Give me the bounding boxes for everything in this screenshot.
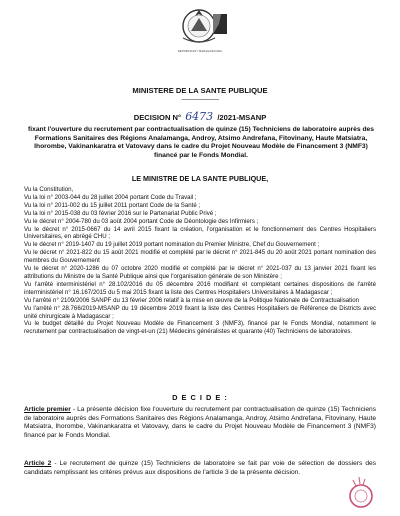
ministry-title: MINISTERE DE LA SANTE PUBLIQUE (132, 86, 268, 95)
decision-number: 6473 (185, 110, 214, 123)
separator: ------------------------- (181, 97, 219, 103)
article-1 (24, 406, 376, 441)
decision-suffix: /2021-MSANP (217, 113, 267, 122)
authority-heading: LE MINISTRE DE LA SANTE PUBLIQUE, (131, 174, 269, 183)
consideration-item: Vu l'arrêté n° 2109/2006 SANPF du 13 février 2006 relatif à la mise en œuvre de la Politique Nationale de Contractualisation (24, 296, 359, 304)
article-2-text: - Le recrutement de quinze (15) Techniciens de laboratoire se fait par voie de sélection de dossiers des candidats remplissant les critères prévus aux dispositions de l'article 3 de la présente décision. (24, 460, 376, 476)
article-1-text: - La présente décision fixe l'ouverture du recrutement par contractualisation de quinze (15) Techniciens de laboratoire auprès des Formations Sanitaires des Régions Analamanga, Androy, Atsimo Andrefana, Fitovinany, Haute Matsiatra, Ihorombe, Vakinankaratra et Vatovavy, dans le cadre du Projet Nouveau Modèle de Financement 3 (NMF3) financé par le Fonds Mondial. (24, 406, 376, 440)
consideration-item: Vu le budget détaillé du Projet Nouveau Modèle de Financement 3 (NMF3), financé par le Fonds Mondial, notamment le recrutement par contractualisation de vingt-et-un (21) Médecins généralistes et quarante (40) Techniciens de laboratoires. (24, 320, 376, 336)
consideration-item: Vu le décret n° 2015-0667 du 14 avril 2015 fixant la création, l'organisation et le fonctionnement des Centres Hospitaliers Universitaires, en abrégé CHU ; (24, 225, 376, 241)
consideration-item: Vu l'arrêté interministériel n° 28.102/2016 du 05 décembre 2016 modifiant et complétant certaines dispositions de l'arrêté interministériel n° 16.167/2015 du 5 mai 2015 fixant la liste des Centres Hospitaliers Universitaires à Madagascar ; (24, 280, 376, 296)
decision-prefix: DECISION N° (133, 113, 182, 122)
considerations-list (24, 186, 376, 336)
consideration-item: Vu le décret n° 2021-822 du 15 août 2021 modifié et complété par le décret n° 2021-845 du 20 août 2021 portant nomination des membres du Gouvernement (24, 249, 376, 265)
consideration-item: Vu le décret n° 2019-1407 du 19 juillet 2019 portant nomination du Premier Ministre, Chef du Gouvernement ; (24, 241, 320, 249)
coat-of-arms-icon (169, 4, 229, 48)
official-stamp-icon (344, 474, 374, 514)
consideration-item: Vu la Constitution, (24, 186, 74, 193)
decision-subject: fixant l'ouverture du recrutement par contractualisation de quinze (15) Techniciens de laboratoire auprès des Formations Sanitaires des Régions Analamanga, Androy, Atsimo Andrefana, Fitovinany, Haute Matsiatra, Ihorombe, Vakinankaratra et Vatovavy dans le cadre du Projet Nouveau Modèle de Financement 3 (NMF3) financé par le Fonds Mondial. (28, 126, 374, 159)
republic-line: REPOBLIKAN'I MADAGASIKARA (177, 50, 223, 53)
article-1-label: Article premier (24, 406, 71, 413)
consideration-item: Vu la loi n° 2015-038 du 03 février 2016 sur le Partenariat Public Privé ; (24, 209, 217, 217)
decide-heading: D E C I D E : (172, 393, 228, 402)
decision-title (0, 110, 400, 123)
consideration-item: Vu l'arrêté n° 28.766/2019-MSANP du 19 décembre 2019 fixant la liste des Centres Hospitaliers de Référence de Districts avec unité chirurgicale à Madagascar ; (24, 304, 376, 320)
consideration-item: Vu le décret n° 2004-780 du 03 août 2004 portant Code de Déontologie des Infirmiers ; (24, 217, 259, 225)
article-2-label: Article 2 (24, 460, 52, 467)
article-2 (24, 460, 376, 477)
consideration-item: Vu la loi n° 2011-002 du 15 juillet 2011 portant Code de la Santé ; (24, 201, 201, 209)
consideration-item: Vu la loi n° 2003-044 du 28 juillet 2004 portant Code du Travail ; (24, 193, 197, 201)
consideration-item: Vu le décret n° 2020-1286 du 07 octobre 2020 modifié et complété par le décret n° 2021-037 du 13 janvier 2021 fixant les attributions du Ministre de la Santé Publique ainsi que l'organisation générale de son Ministère ; (24, 265, 376, 280)
